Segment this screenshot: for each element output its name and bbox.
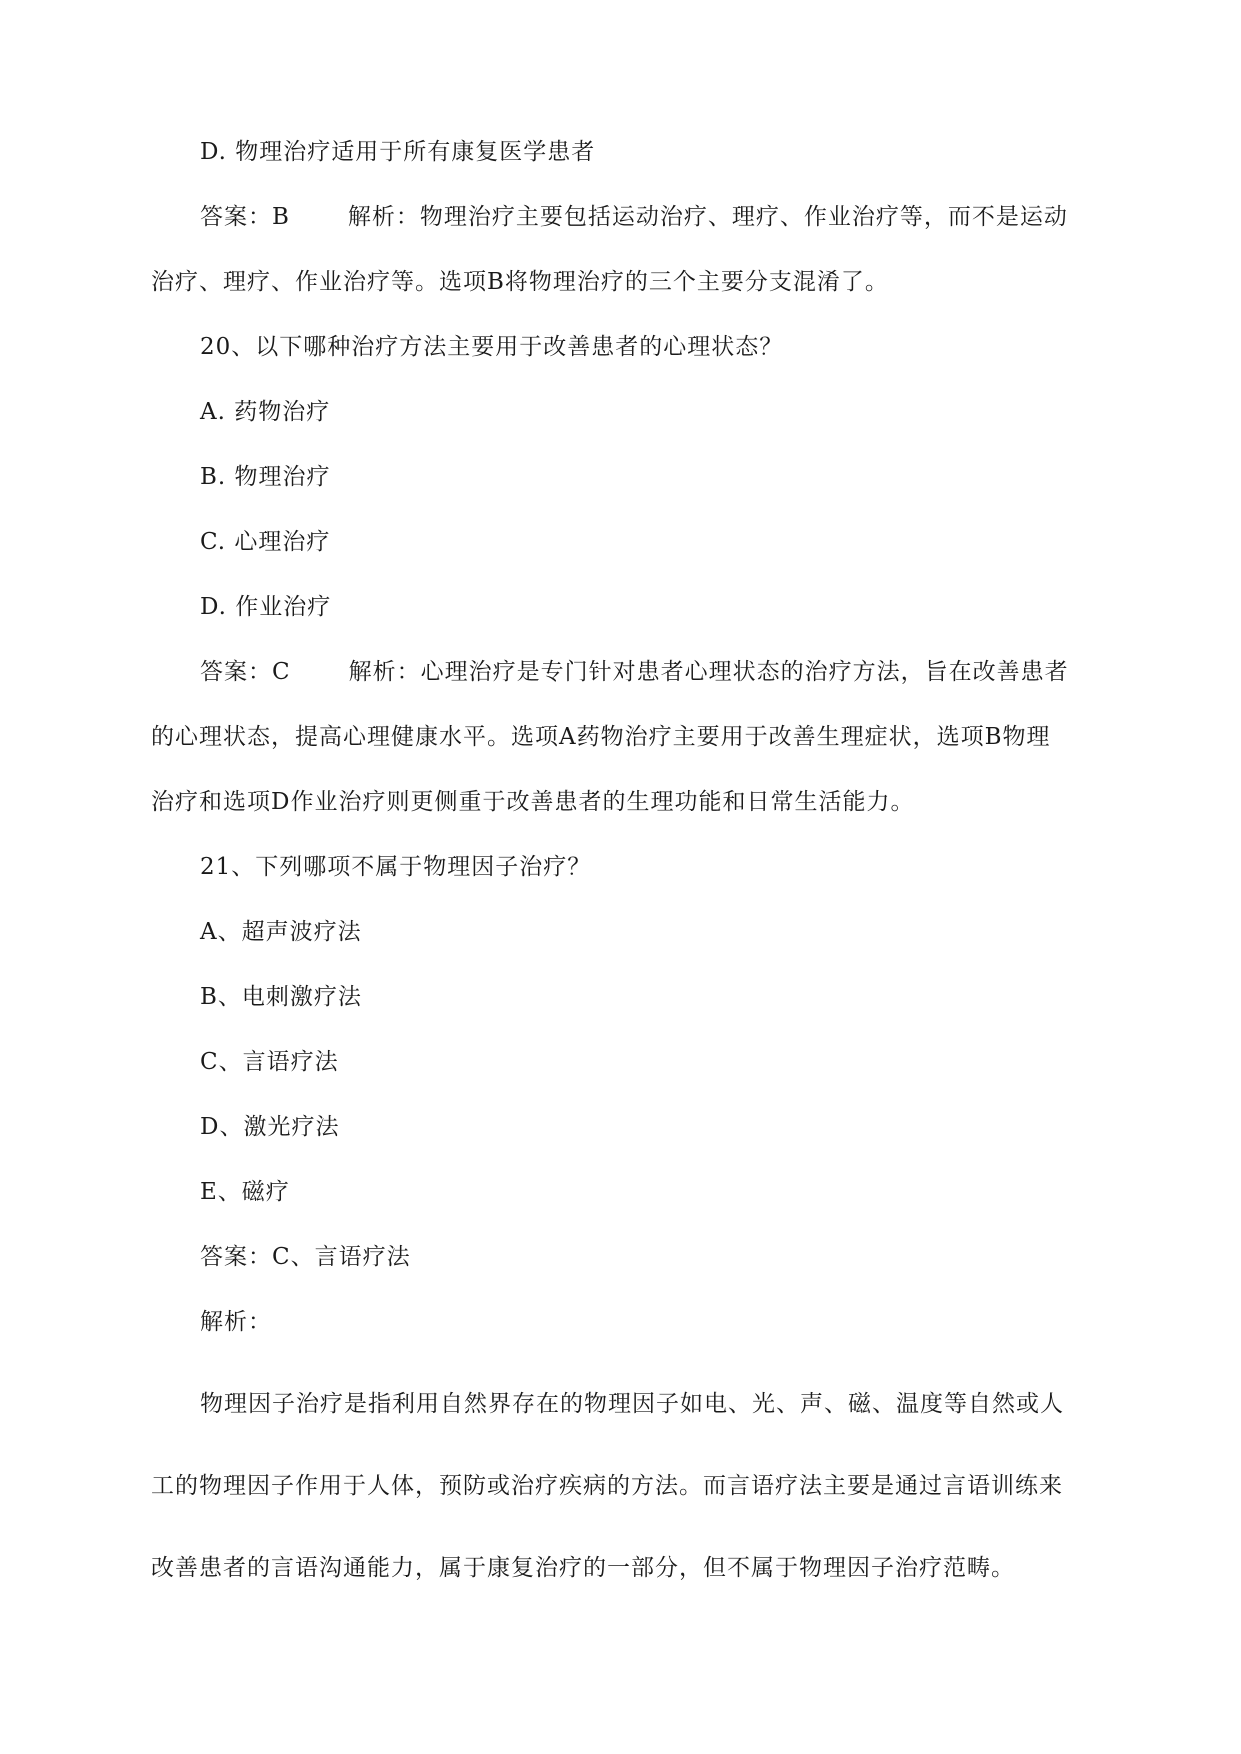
q19-analysis-line1: 解析：物理治疗主要包括运动治疗、理疗、作业治疗等，而不是运动: [347, 204, 1068, 230]
q21-analysis-label: 解析：: [200, 1309, 272, 1335]
q20-analysis-line1: 解析：心理治疗是专门针对患者心理状态的治疗方法，旨在改善患者: [348, 659, 1069, 685]
q21-option-b: B、电刺激疗法: [200, 984, 362, 1010]
q21-option-a: A、超声波疗法: [200, 919, 362, 945]
q21-option-d: D、激光疗法: [200, 1114, 340, 1140]
q19-answer-row: [200, 202, 1068, 232]
q20-analysis-line2: 的心理状态，提高心理健康水平。选项A药物治疗主要用于改善生理症状，选项B物理: [151, 724, 1051, 750]
q21-option-e: E、磁疗: [200, 1179, 290, 1205]
q21-analysis-line1: 物理因子治疗是指利用自然界存在的物理因子如电、光、声、磁、温度等自然或人: [200, 1391, 1064, 1417]
q20-answer: 答案：C: [200, 659, 291, 685]
q20-analysis-line3: 治疗和选项D作业治疗则更侧重于改善患者的生理功能和日常生活能力。: [151, 789, 915, 815]
q21-analysis-line3: 改善患者的言语沟通能力，属于康复治疗的一部分，但不属于物理因子治疗范畴。: [151, 1555, 1015, 1581]
q20-option-c: C. 心理治疗: [200, 529, 331, 555]
q20-option-a: A. 药物治疗: [200, 399, 331, 425]
q20-question: 20、以下哪种治疗方法主要用于改善患者的心理状态？: [200, 334, 784, 360]
q21-option-c: C、言语疗法: [200, 1049, 339, 1075]
q21-answer: 答案：C、言语疗法: [200, 1244, 411, 1270]
q20-option-d: D. 作业治疗: [200, 594, 332, 620]
q19-answer: 答案：B: [200, 204, 290, 230]
q21-question: 21、下列哪项不属于物理因子治疗？: [200, 854, 592, 880]
q19-option-d: D. 物理治疗适用于所有康复医学患者: [200, 139, 596, 165]
q20-answer-row: [200, 657, 1069, 687]
q19-analysis-line2: 治疗、理疗、作业治疗等。选项B将物理治疗的三个主要分支混淆了。: [151, 269, 889, 295]
q21-analysis-line2: 工的物理因子作用于人体，预防或治疗疾病的方法。而言语疗法主要是通过言语训练来: [151, 1473, 1063, 1499]
q20-option-b: B. 物理治疗: [200, 464, 331, 490]
